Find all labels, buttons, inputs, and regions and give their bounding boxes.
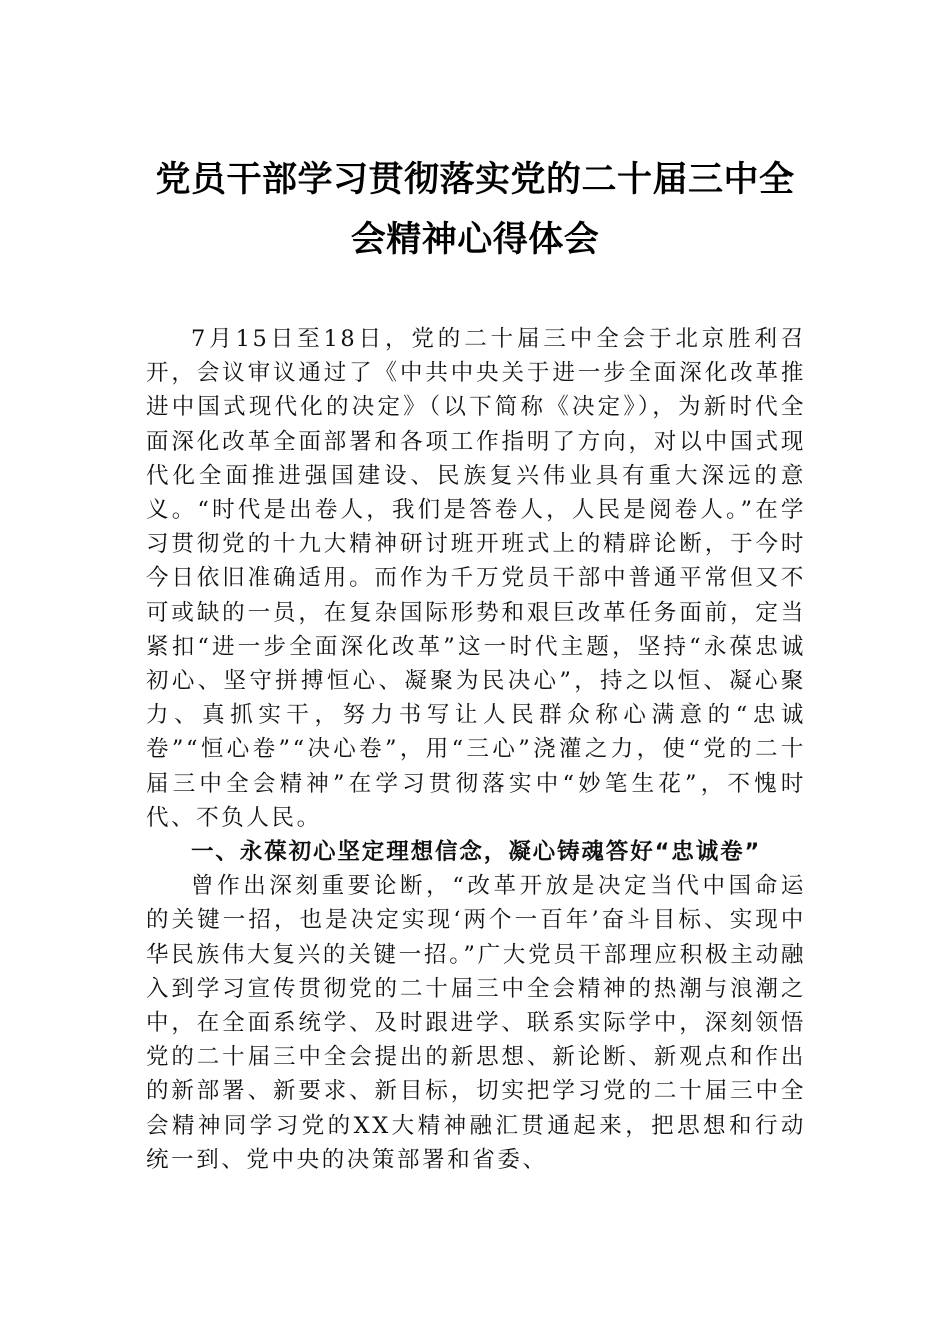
section-heading-1: 一、永葆初心坚定理想信念，凝心铸魂答好“忠诚卷”	[191, 839, 762, 866]
document-body	[146, 322, 806, 1177]
intro-paragraph: 7月15日至18日，党的二十届三中全会于北京胜利召开，会议审议通过了《中共中央关于进一步全面深化改革推进中国式现代化的决定》（以下简称《决定》），为新时代全面深化改革全面部署和各项工作指明了方向，对以中国式现代化全面推进强国建设、民族复兴伟业具有重大深远的意义。“时代是出卷人，我们是答卷人，人民是阅卷人。”在学习贯彻党的十九大精神研讨班开班式上的精辟论断，于今时今日依旧准确适用。而作为千万党员干部中普通平常但又不可或缺的一员，在复杂国际形势和艰巨改革任务面前，定当紧扣“进一步全面深化改革”这一时代主题，坚持“永葆忠诚初心、坚守拼搏恒心、凝聚为民决心”，持之以恒、凝心聚力、真抓实干，努力书写让人民群众称心满意的“忠诚卷”“恒心卷”“决心卷”，用“三心”浇灌之力，使“党的二十届三中全会精神”在学习贯彻落实中“妙笔生花”，不愧时代、不负人民。	[146, 326, 806, 831]
section-1-paragraph: 曾作出深刻重要论断，“改革开放是决定当代中国命运的关键一招，也是决定实现‘两个一百年’奋斗目标、实现中华民族伟大复兴的关键一招。”广大党员干部理应积极主动融入到学习宣传贯彻党的二十届三中全会精神的热潮与浪潮之中，在全面系统学、及时跟进学、联系实际学中，深刻领悟党的二十届三中全会提出的新思想、新论断、新观点和作出的新部署、新要求、新目标，切实把学习党的二十届三中全会精神同学习党的XX大精神融汇贯通起来，把思想和行动统一到、党中央的决策部署和省委、	[146, 873, 806, 1173]
document-title: 党员干部学习贯彻落实党的二十届三中全会精神心得体会	[155, 159, 795, 260]
